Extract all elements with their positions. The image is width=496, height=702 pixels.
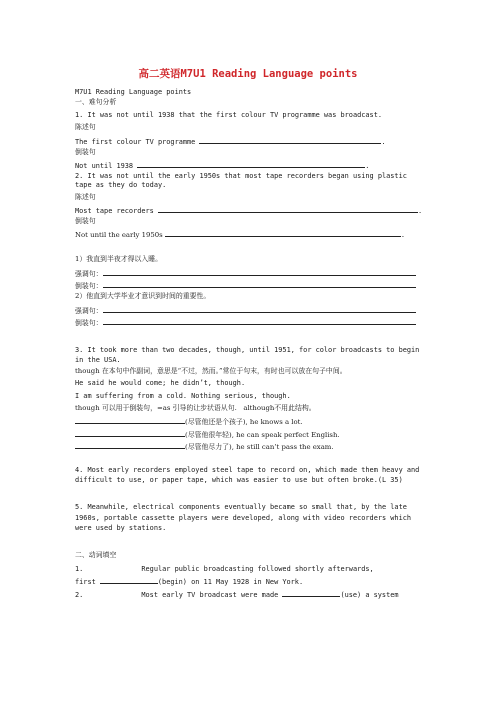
blank[interactable] — [137, 160, 365, 168]
sentence: were used by stations. — [75, 524, 167, 532]
sentence: tape as they do today. — [75, 181, 167, 189]
fill-prompt: 强调句： — [75, 307, 103, 315]
fill-line — [75, 280, 420, 291]
blank[interactable] — [158, 205, 418, 213]
fill-prompt: The first colour TV programme — [75, 138, 200, 146]
fill-line — [75, 576, 420, 587]
sentence: 1960s, portable cassette players were developed, along with video recorders which — [75, 514, 412, 522]
fill-line — [75, 429, 420, 440]
section-heading: 一、难句分析 — [75, 98, 117, 106]
fill-prompt: Not until the early 1950s — [75, 231, 165, 239]
sentence: 4. Most early recorders employed steel tape to record on, which made them heavy and — [75, 466, 420, 474]
blank[interactable] — [103, 280, 416, 288]
fill-line: Not until 1938 . — [75, 162, 370, 170]
sentence: 2. It was not until the early 1950s that most tape recorders began using plastic — [75, 172, 407, 180]
fill-prompt: (尽管他尽力了), he still can’t pass the exam. — [185, 443, 334, 451]
sentence: in the USA. — [75, 356, 121, 364]
fill-prompt: (use) a system — [340, 591, 399, 599]
blank[interactable] — [103, 305, 416, 313]
fill-line — [75, 305, 420, 316]
blank[interactable] — [165, 229, 401, 237]
explanation: though 可以用于倒装句，=as 引导的让步状语从句. although不用此结构。 — [75, 404, 316, 412]
blank[interactable] — [100, 576, 158, 584]
section-heading: 二、动词填空 — [75, 551, 117, 559]
sentence: 3. It took more than two decades, though, until 1951, for color broadcasts to begin — [75, 346, 420, 354]
exercise-prompt: 1）我直到半夜才得以入睡。 — [75, 255, 163, 263]
example: He said he would come; he didn’t, though. — [75, 379, 246, 387]
fill-prompt: 2. Most early TV broadcast were made — [75, 591, 283, 599]
fill-prompt: (尽管他还是个孩子), he knows a lot. — [185, 418, 303, 426]
fill-line: Not until the early 1950s . — [75, 231, 406, 239]
fill-line — [75, 441, 420, 452]
label: 倒装句 — [75, 217, 96, 225]
fill-line — [75, 589, 420, 600]
subtitle: M7U1 Reading Language points — [75, 88, 192, 96]
sentence: 5. Meanwhile, electrical components eventually became so small that, by the late — [75, 503, 407, 511]
blank[interactable] — [103, 268, 416, 276]
fill-prompt: 强调句： — [75, 270, 103, 278]
fill-line — [75, 268, 420, 279]
sentence: 1. It was not until 1938 that the first colour TV programme was broadcast. — [75, 111, 382, 119]
blank[interactable] — [75, 441, 185, 449]
blank[interactable] — [282, 589, 340, 597]
exercise-prompt: 2）他直到大学毕业才意识到时间的重要性。 — [75, 292, 211, 300]
blank[interactable] — [103, 317, 416, 325]
fill-prompt: 倒装句： — [75, 319, 103, 327]
blank[interactable] — [75, 416, 185, 424]
example: I am suffering from a cold. Nothing serious, though. — [75, 392, 291, 400]
fill-line — [75, 317, 420, 328]
fill-line: The first colour TV programme . — [75, 138, 386, 146]
fill-prompt: Not until 1938 — [75, 162, 138, 170]
fill-prompt: 倒装句： — [75, 282, 103, 290]
fill-prompt: first — [75, 578, 100, 586]
page-title: 高二英语M7U1 Reading Language points — [138, 68, 358, 80]
label: 倒装句 — [75, 148, 96, 156]
blank[interactable] — [75, 429, 185, 437]
fill-line — [75, 416, 420, 427]
sentence: difficult to use, or paper tape, which was easier to use but often broke.(L 35) — [75, 476, 403, 484]
fill-prompt: Most tape recorders — [75, 207, 158, 215]
explanation: though 在本句中作副词，意思是“不过，然而。”常位于句末，有时也可以放在句子中间。 — [75, 367, 347, 375]
fill-line: Most tape recorders . — [75, 207, 423, 215]
label: 陈述句 — [75, 123, 96, 131]
blank[interactable] — [199, 136, 381, 144]
fill-prompt: (begin) on 11 May 1928 in New York. — [157, 578, 304, 586]
label: 陈述句 — [75, 193, 96, 201]
fill-prompt: (尽管他很年轻), he can speak perfect English. — [185, 431, 340, 439]
sentence: 1. Regular public broadcasting followed shortly afterwards, — [75, 565, 374, 573]
